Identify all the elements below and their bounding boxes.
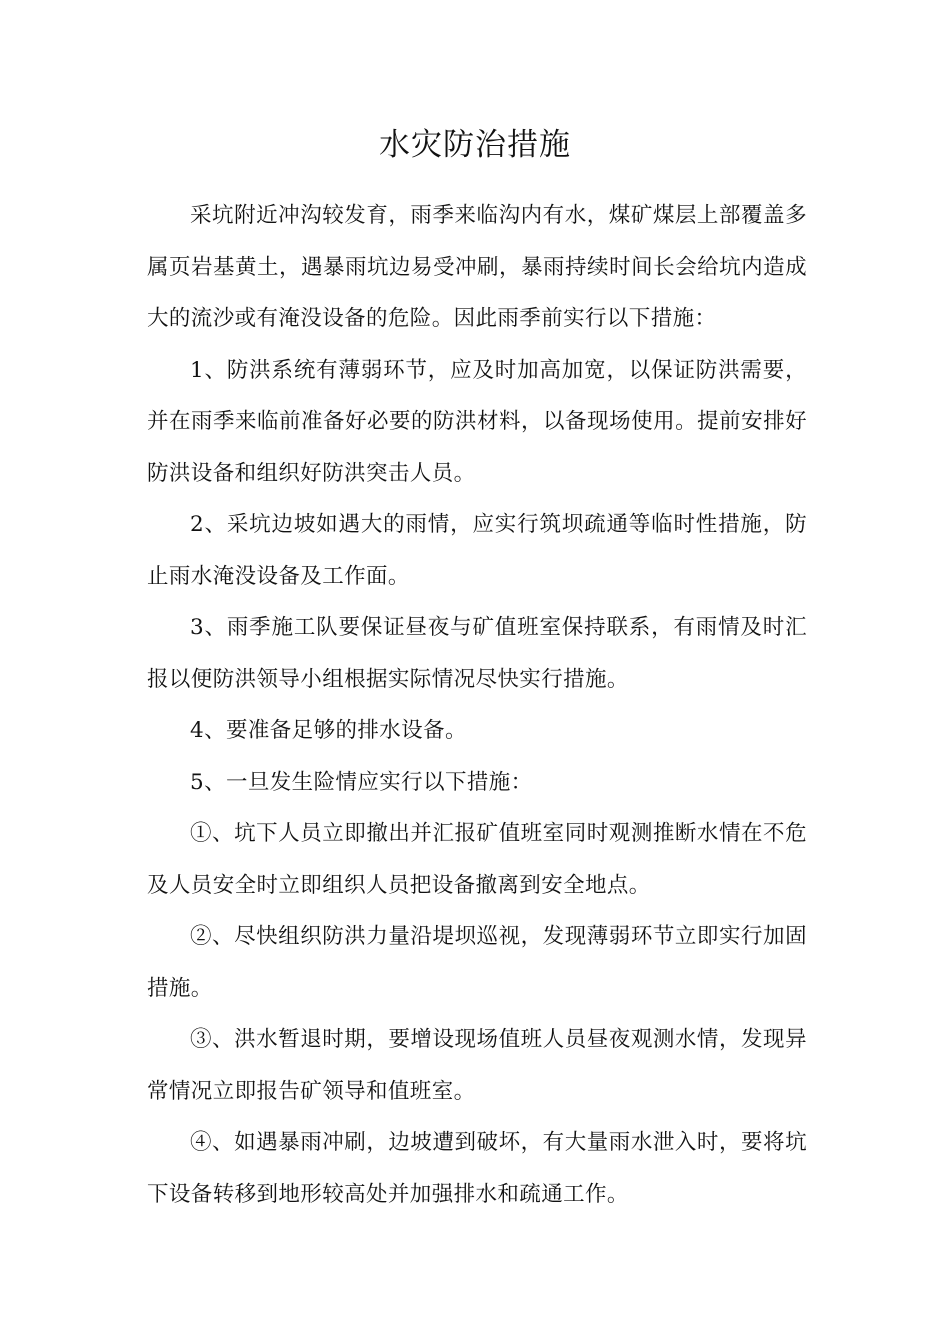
paragraph-subitem-3: ③、洪水暂退时期，要增设现场值班人员昼夜观测水情，发现异常情况立即报告矿领导和值班室。 bbox=[147, 1027, 807, 1104]
document-body bbox=[147, 190, 807, 1220]
paragraph-item-2: 2、采坑边坡如遇大的雨情，应实行筑坝疏通等临时性措施，防止雨水淹没设备及工作面。 bbox=[147, 512, 807, 589]
paragraph-subitem-2: ②、尽快组织防洪力量沿堤坝巡视，发现薄弱环节立即实行加固措施。 bbox=[147, 924, 807, 1001]
paragraph-item-3: 3、雨季施工队要保证昼夜与矿值班室保持联系，有雨情及时汇报以便防洪领导小组根据实际情况尽快实行措施。 bbox=[147, 615, 807, 692]
paragraph-item-5: 5、一旦发生险情应实行以下措施： bbox=[190, 769, 533, 795]
document-title: 水灾防治措施 bbox=[379, 127, 571, 163]
paragraph-subitem-1: ①、坑下人员立即撤出并汇报矿值班室同时观测推断水情在不危及人员安全时立即组织人员把设备撤离到安全地点。 bbox=[147, 821, 807, 898]
paragraph-intro: 采坑附近冲沟较发育，雨季来临沟内有水，煤矿煤层上部覆盖多属页岩基黄土，遇暴雨坑边易受冲刷，暴雨持续时间长会给坑内造成大的流沙或有淹没设备的危险。因此雨季前实行以下措施： bbox=[147, 203, 807, 331]
paragraph-subitem-4: ④、如遇暴雨冲刷，边坡遭到破坏，有大量雨水泄入时，要将坑下设备转移到地形较高处并加强排水和疏通工作。 bbox=[147, 1130, 807, 1207]
paragraph-item-1: 1、防洪系统有薄弱环节，应及时加高加宽，以保证防洪需要，并在雨季来临前准备好必要的防洪材料，以备现场使用。提前安排好防洪设备和组织好防洪突击人员。 bbox=[147, 357, 807, 486]
paragraph-item-4: 4、要准备足够的排水设备。 bbox=[190, 718, 467, 743]
